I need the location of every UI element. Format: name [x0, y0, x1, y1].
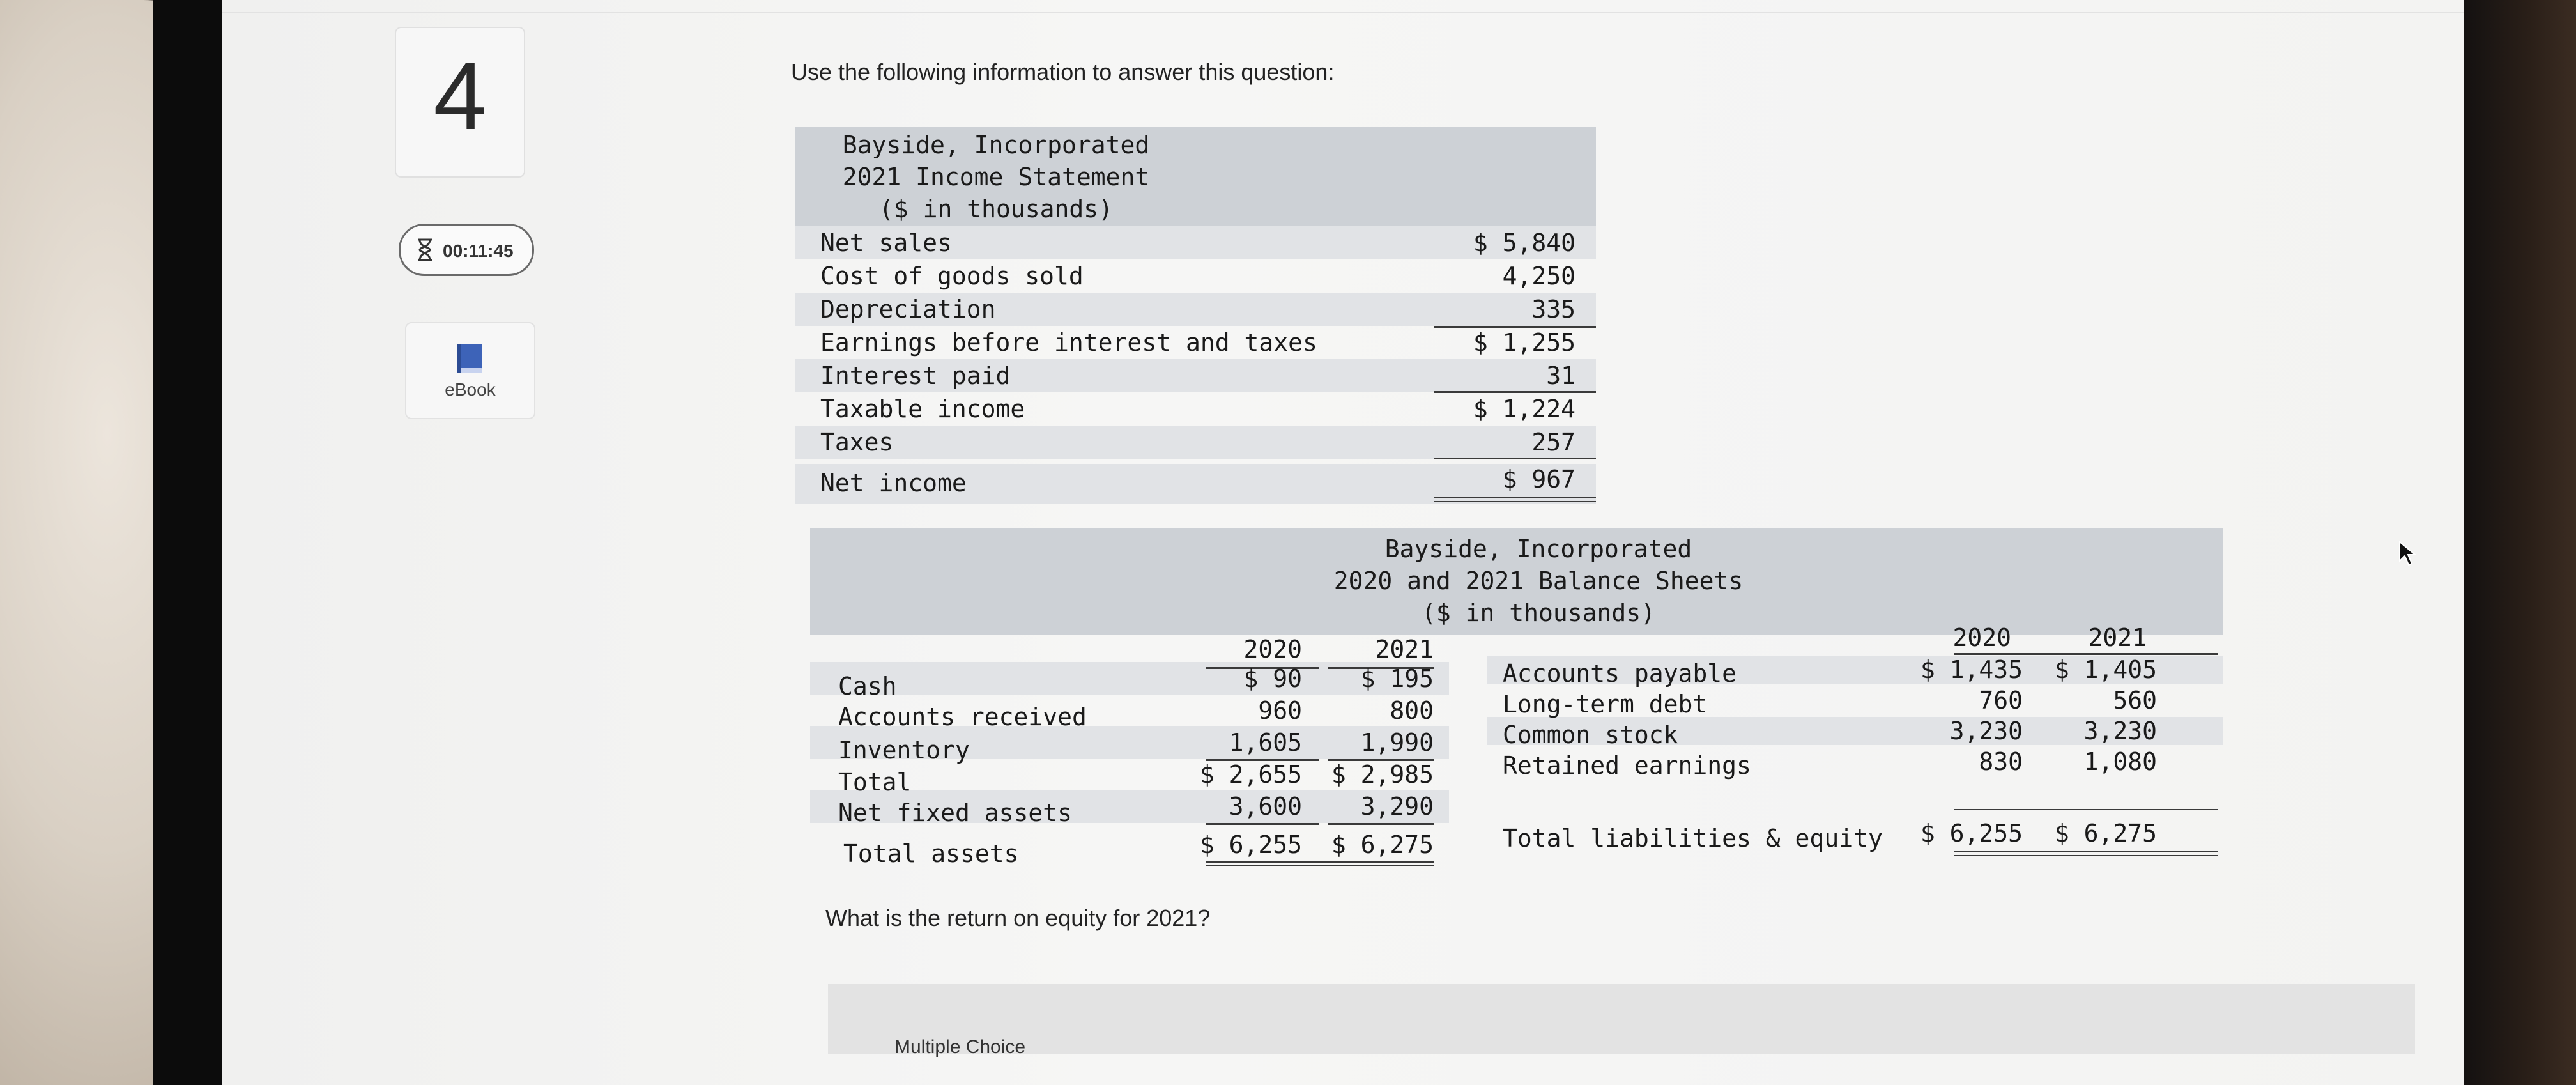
table-row-value: $ 5,840 [1473, 229, 1575, 257]
table-row-value: $ 1,224 [1473, 395, 1575, 423]
table-row-label: Cost of goods sold [820, 262, 1084, 290]
instructions-text: Use the following information to answer this question: [791, 59, 1335, 85]
table-row-label: Net sales [820, 229, 952, 257]
asset-value-2021: $ 6,275 [1331, 831, 1434, 859]
title-line: 2021 Income Statement [842, 163, 1150, 191]
income-statement-table [795, 127, 1596, 506]
sum-rule [1206, 823, 1319, 825]
header-divider [222, 12, 2464, 13]
asset-label: Accounts received [838, 703, 1087, 731]
income-statement-title [795, 129, 1197, 225]
ebook-label: eBook [445, 380, 496, 399]
asset-value-2020: $ 2,655 [1199, 760, 1302, 789]
liability-label: Total liabilities & equity [1503, 824, 1883, 852]
liability-value-2020: 830 [1979, 748, 2023, 776]
timer-pill [399, 224, 534, 276]
asset-label: Total assets [843, 840, 1019, 868]
question-number-box [395, 27, 525, 178]
table-row-value: $ 1,255 [1473, 328, 1575, 357]
sum-rule [1434, 458, 1596, 459]
screen [222, 0, 2464, 1085]
liability-value-2021: 3,230 [2083, 717, 2157, 745]
title-line: ($ in thousands) [1421, 599, 1656, 627]
sum-rule [1434, 326, 1596, 328]
liability-value-2020: 3,230 [1949, 717, 2023, 745]
table-row-label: Interest paid [820, 362, 1011, 390]
background-photo-right [2460, 0, 2576, 1085]
table-row-label: Taxes [820, 428, 894, 456]
liability-value-2020: $ 1,435 [1920, 656, 2023, 684]
timer-text: 00:11:45 [443, 241, 514, 261]
double-rule [1206, 861, 1434, 863]
mouse-cursor-icon [2398, 541, 2416, 566]
income-statement-header [795, 127, 1596, 226]
hourglass-icon [416, 238, 434, 261]
title-line: Bayside, Incorporated [842, 131, 1150, 159]
liability-value-2021: 560 [2113, 686, 2157, 714]
sum-rule [1954, 809, 2218, 810]
ebook-button[interactable] [405, 322, 535, 419]
asset-value-2020: 3,600 [1229, 792, 1302, 820]
asset-value-2020: 960 [1258, 696, 1302, 725]
balance-sheet-header [810, 528, 2223, 635]
double-rule [1434, 501, 1596, 502]
double-rule [1954, 851, 2218, 852]
balance-sheet-title [1200, 533, 1877, 629]
book-icon [455, 342, 484, 374]
column-header-2021: 2021 [1375, 635, 1434, 663]
table-row-value: $ 967 [1502, 465, 1575, 493]
liability-value-2020: $ 6,255 [1920, 819, 2023, 847]
asset-value-2021: 800 [1390, 696, 1434, 725]
table-row-value: 4,250 [1502, 262, 1575, 290]
asset-value-2021: $ 2,985 [1331, 760, 1434, 789]
table-row-label: Depreciation [820, 295, 996, 323]
double-rule [1206, 865, 1434, 866]
multiple-choice-header [828, 984, 2415, 1058]
title-line: Bayside, Incorporated [1384, 535, 1692, 563]
asset-value-2020: $ 90 [1243, 665, 1302, 693]
table-row-value: 257 [1531, 428, 1575, 456]
liability-label: Accounts payable [1503, 659, 1737, 688]
question-number: 4 [433, 42, 487, 150]
liability-value-2021: $ 6,275 [2054, 819, 2157, 847]
double-rule [1434, 497, 1596, 498]
double-rule [1954, 855, 2218, 856]
liability-label: Retained earnings [1503, 751, 1751, 780]
title-line: 2020 and 2021 Balance Sheets [1333, 567, 1744, 595]
column-header-2020: 2020 [1952, 624, 2011, 652]
asset-value-2021: 3,290 [1360, 792, 1434, 820]
asset-label: Inventory [838, 736, 970, 764]
table-row-value: 335 [1531, 295, 1575, 323]
sum-rule [1328, 823, 1434, 825]
question-prompt: What is the return on equity for 2021? [825, 905, 1211, 931]
asset-label: Cash [838, 672, 897, 700]
liability-value-2020: 760 [1979, 686, 2023, 714]
liability-value-2021: $ 1,405 [2054, 656, 2157, 684]
title-line: ($ in thousands) [878, 195, 1114, 223]
table-row-value: 31 [1546, 362, 1575, 390]
asset-value-2021: $ 195 [1360, 665, 1434, 693]
balance-sheet-table [810, 528, 2223, 873]
liability-label: Common stock [1503, 721, 1678, 749]
column-header-2020: 2020 [1243, 635, 1302, 663]
asset-value-2020: $ 6,255 [1199, 831, 1302, 859]
asset-value-2020: 1,605 [1229, 728, 1302, 757]
multiple-choice-label: Multiple Choice [894, 1036, 1026, 1058]
table-row-label: Net income [820, 469, 967, 497]
header-rule [1954, 653, 2218, 655]
asset-value-2021: 1,990 [1360, 728, 1434, 757]
sum-rule [1434, 391, 1596, 393]
asset-label: Net fixed assets [838, 799, 1073, 827]
column-header-2021: 2021 [2088, 624, 2147, 652]
liability-value-2021: 1,080 [2083, 748, 2157, 776]
asset-label: Total [838, 768, 912, 796]
table-row-label: Taxable income [820, 395, 1025, 423]
liability-label: Long-term debt [1503, 690, 1708, 718]
table-row-label: Earnings before interest and taxes [820, 328, 1317, 357]
row-band [795, 426, 1596, 459]
